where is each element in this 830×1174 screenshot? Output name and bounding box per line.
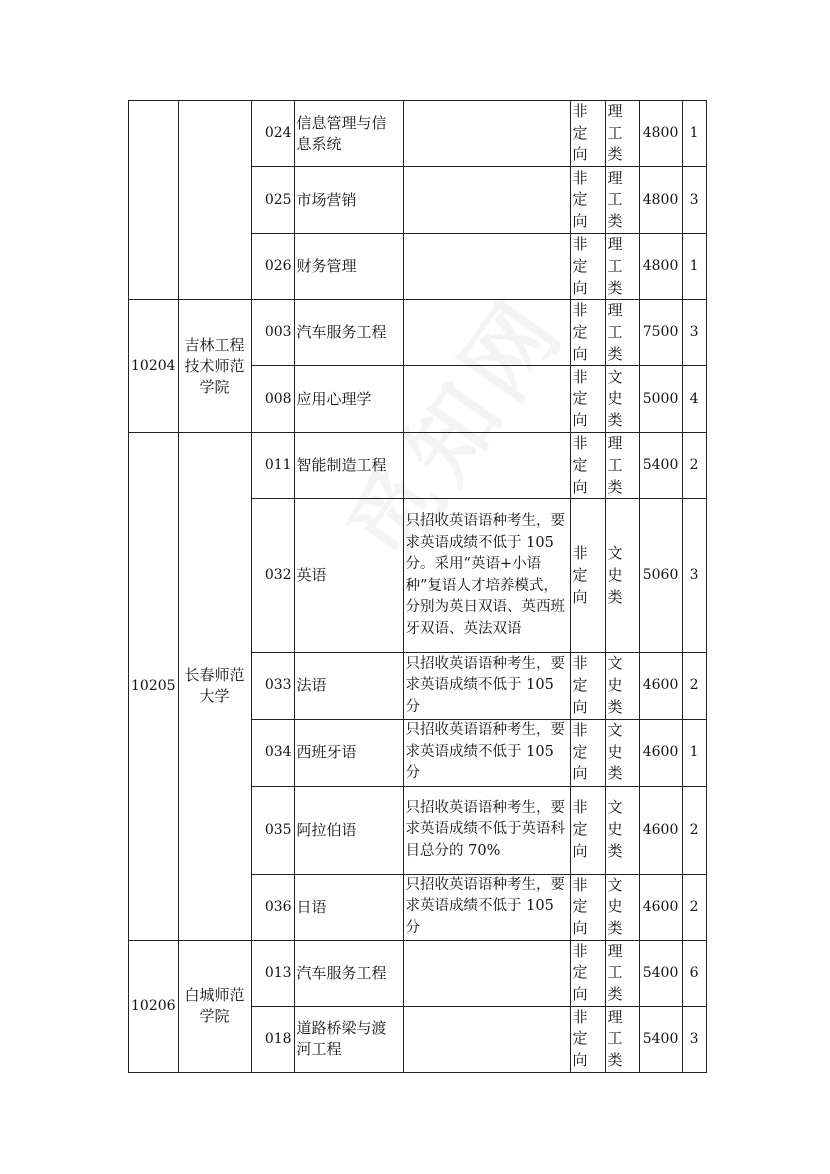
major-name-cell: 英语	[294, 499, 403, 653]
count-cell: 3	[682, 1006, 706, 1072]
major-code-cell: 008	[251, 366, 294, 433]
fee-cell: 4800	[639, 234, 682, 300]
count-cell: 1	[682, 101, 706, 167]
count-cell: 2	[682, 653, 706, 719]
remark-cell	[403, 1006, 570, 1072]
count-cell: 6	[682, 940, 706, 1006]
fee-cell: 4600	[639, 874, 682, 940]
remark-cell	[403, 101, 570, 167]
plan-type-cell: 非定向	[570, 433, 605, 499]
school-name-cell: 吉林工程技术师范学院	[178, 300, 251, 433]
major-code-cell: 034	[251, 719, 294, 786]
plan-type-cell: 非定向	[570, 940, 605, 1006]
fee-cell: 4600	[639, 786, 682, 874]
plan-type-cell: 非定向	[570, 234, 605, 300]
fee-cell: 5400	[639, 433, 682, 499]
major-code-cell: 036	[251, 874, 294, 940]
major-name-cell: 日语	[294, 874, 403, 940]
table-row	[129, 940, 707, 1006]
school-name-cell: 长春师范大学	[178, 433, 251, 940]
category-cell: 理工类	[605, 167, 639, 234]
major-code-cell: 033	[251, 653, 294, 719]
plan-type-cell: 非定向	[570, 167, 605, 234]
fee-cell: 4600	[639, 719, 682, 786]
category-cell: 理工类	[605, 1006, 639, 1072]
category-cell: 文史类	[605, 874, 639, 940]
major-code-cell: 003	[251, 300, 294, 366]
major-name-cell: 道路桥梁与渡河工程	[294, 1006, 403, 1072]
remark-cell: 只招收英语语种考生，要求英语成绩不低于 105 分	[403, 653, 570, 719]
category-cell: 文史类	[605, 366, 639, 433]
remark-cell	[403, 366, 570, 433]
major-code-cell: 026	[251, 234, 294, 300]
count-cell: 1	[682, 234, 706, 300]
fee-cell: 4800	[639, 101, 682, 167]
category-cell: 文史类	[605, 786, 639, 874]
table-row	[129, 101, 707, 167]
category-cell: 理工类	[605, 433, 639, 499]
category-cell: 理工类	[605, 940, 639, 1006]
major-code-cell: 024	[251, 101, 294, 167]
major-name-cell: 信息管理与信息系统	[294, 101, 403, 167]
major-code-cell: 035	[251, 786, 294, 874]
major-name-cell: 应用心理学	[294, 366, 403, 433]
remark-cell	[403, 300, 570, 366]
fee-cell: 5400	[639, 940, 682, 1006]
major-name-cell: 阿拉伯语	[294, 786, 403, 874]
plan-type-cell: 非定向	[570, 786, 605, 874]
count-cell: 2	[682, 433, 706, 499]
plan-type-cell: 非定向	[570, 653, 605, 719]
major-code-cell: 032	[251, 499, 294, 653]
count-cell: 4	[682, 366, 706, 433]
remark-cell: 只招收英语语种考生，要求英语成绩不低于 105 分	[403, 874, 570, 940]
school-code-cell	[129, 101, 179, 300]
table-row	[129, 300, 707, 366]
major-name-cell: 汽车服务工程	[294, 940, 403, 1006]
plan-type-cell: 非定向	[570, 874, 605, 940]
fee-cell: 4600	[639, 653, 682, 719]
remark-cell	[403, 234, 570, 300]
table-row	[129, 433, 707, 499]
plan-type-cell: 非定向	[570, 719, 605, 786]
admissions-table	[128, 100, 707, 1073]
remark-cell	[403, 167, 570, 234]
remark-cell	[403, 940, 570, 1006]
category-cell: 文史类	[605, 653, 639, 719]
major-code-cell: 025	[251, 167, 294, 234]
school-code-cell: 10205	[129, 433, 179, 940]
major-code-cell: 018	[251, 1006, 294, 1072]
category-cell: 理工类	[605, 101, 639, 167]
category-cell: 理工类	[605, 234, 639, 300]
count-cell: 3	[682, 499, 706, 653]
category-cell: 理工类	[605, 300, 639, 366]
fee-cell: 5060	[639, 499, 682, 653]
count-cell: 2	[682, 874, 706, 940]
category-cell: 文史类	[605, 719, 639, 786]
major-name-cell: 智能制造工程	[294, 433, 403, 499]
plan-type-cell: 非定向	[570, 300, 605, 366]
plan-type-cell: 非定向	[570, 499, 605, 653]
major-name-cell: 财务管理	[294, 234, 403, 300]
school-code-cell: 10204	[129, 300, 179, 433]
major-name-cell: 市场营销	[294, 167, 403, 234]
remark-cell: 只招收英语语种考生，要求英语成绩不低于英语科目总分的 70%	[403, 786, 570, 874]
remark-cell: 只招收英语语种考生，要求英语成绩不低于 105 分。采用“英语+小语种”复语人才培养模式，分别为英日双语、英西班牙双语、英法双语	[403, 499, 570, 653]
school-name-cell: 白城师范学院	[178, 940, 251, 1072]
plan-type-cell: 非定向	[570, 1006, 605, 1072]
category-cell: 文史类	[605, 499, 639, 653]
school-code-cell: 10206	[129, 940, 179, 1072]
count-cell: 3	[682, 300, 706, 366]
school-name-cell	[178, 101, 251, 300]
fee-cell: 7500	[639, 300, 682, 366]
fee-cell: 5000	[639, 366, 682, 433]
fee-cell: 4800	[639, 167, 682, 234]
remark-cell: 只招收英语语种考生，要求英语成绩不低于 105 分	[403, 719, 570, 786]
remark-cell	[403, 433, 570, 499]
major-name-cell: 汽车服务工程	[294, 300, 403, 366]
fee-cell: 5400	[639, 1006, 682, 1072]
count-cell: 3	[682, 167, 706, 234]
count-cell: 2	[682, 786, 706, 874]
major-code-cell: 013	[251, 940, 294, 1006]
major-name-cell: 西班牙语	[294, 719, 403, 786]
plan-type-cell: 非定向	[570, 366, 605, 433]
count-cell: 1	[682, 719, 706, 786]
major-code-cell: 011	[251, 433, 294, 499]
major-name-cell: 法语	[294, 653, 403, 719]
plan-type-cell: 非定向	[570, 101, 605, 167]
